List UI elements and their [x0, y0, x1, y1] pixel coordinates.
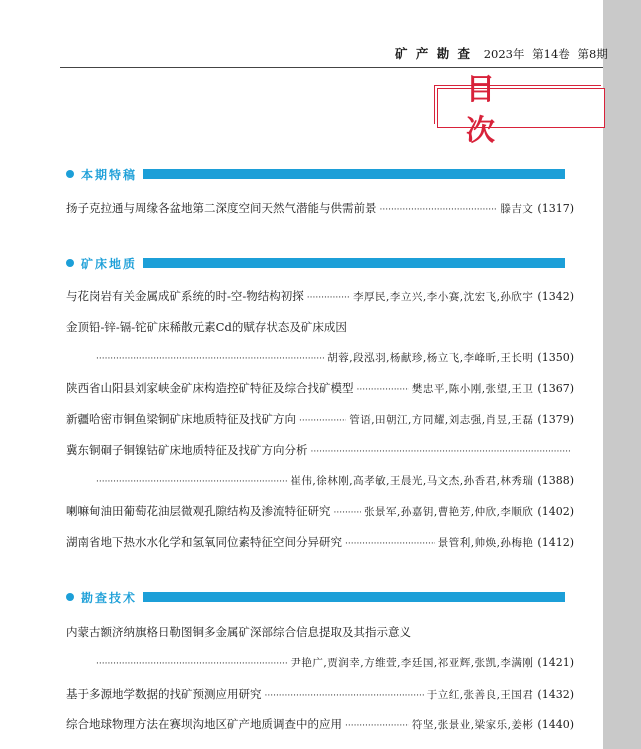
toc-entry[interactable] [66, 503, 574, 519]
leader-dots [307, 289, 350, 303]
leader-dots [96, 656, 287, 669]
journal-name: 矿 产 勘 查 [395, 46, 473, 61]
article-title: 喇嘛甸油田葡萄花油层微观孔隙结构及渗流特征研究 [66, 504, 331, 518]
article-authors: 樊忠平,陈小刚,张望,王卫 [411, 383, 534, 395]
toc-entry[interactable] [66, 319, 574, 335]
article-page: (1421) [537, 656, 574, 669]
article-title: 与花岗岩有关金属成矿系统的时-空-物结构初探 [66, 289, 304, 303]
article-title: 内蒙古额济纳旗格日勒图铜多金属矿深部综合信息提取及其指示意义 [66, 625, 411, 639]
article-page: (1350) [537, 351, 574, 364]
article-page: (1412) [537, 536, 574, 549]
toc-title-box [437, 72, 605, 147]
leader-dots [345, 717, 409, 731]
leader-dots [299, 412, 346, 426]
section-label: 矿床地质 [81, 256, 138, 271]
section-bullet-icon [66, 593, 74, 601]
article-page: (1402) [537, 505, 574, 518]
toc-entry[interactable] [66, 380, 574, 396]
journal-year: 2023年 [483, 47, 525, 61]
toc-entry[interactable] [66, 686, 574, 702]
article-title: 扬子克拉通与周缘各盆地第二深度空间天然气潜能与供需前景 [66, 201, 377, 215]
section-bullet-icon [66, 259, 74, 267]
leader-dots [380, 201, 498, 215]
leader-dots [96, 474, 287, 487]
toc-entry[interactable] [66, 288, 574, 304]
toc-entry[interactable] [66, 624, 574, 640]
article-page: (1388) [537, 474, 574, 487]
section-header-technique [66, 590, 565, 604]
article-authors: 崔伟,徐林刚,高孝敏,王晨光,马文杰,孙香君,林秀瑞 [290, 475, 534, 487]
article-authors: 符坚,张景业,梁家乐,姜彬 [411, 719, 534, 731]
journal-header [395, 44, 612, 62]
article-authors: 滕吉文 [500, 203, 534, 215]
leader-dots [345, 535, 435, 549]
article-title: 湖南省地下热水水化学和氢氧同位素特征空间分异研究 [66, 535, 342, 549]
section-label: 勘查技术 [81, 590, 138, 605]
section-header-deposit [66, 256, 565, 270]
section-bar [143, 169, 565, 179]
article-page: (1440) [537, 718, 574, 731]
journal-volume: 第14卷 [532, 47, 570, 61]
section-bar [143, 592, 565, 602]
article-page: (1342) [537, 290, 574, 303]
toc-entry-continuation [96, 473, 574, 488]
article-title: 新疆哈密市铜鱼梁铜矿床地质特征及找矿方向 [66, 412, 296, 426]
article-page: (1317) [537, 202, 574, 215]
article-authors: 胡蓉,段泓羽,杨献珍,杨立飞,李峰昕,王长明 [327, 352, 534, 364]
toc-entry[interactable] [66, 534, 574, 550]
leader-dots [311, 443, 572, 457]
article-page: (1432) [537, 688, 574, 701]
article-title: 综合地球物理方法在赛坝沟地区矿产地质调查中的应用 [66, 717, 342, 731]
leader-dots [265, 687, 424, 701]
toc-entry[interactable] [66, 200, 574, 216]
toc-title: 目 次 [466, 72, 528, 147]
leader-dots [357, 381, 409, 395]
toc-entry-continuation [96, 655, 574, 670]
article-title: 基于多源地学数据的找矿预测应用研究 [66, 687, 262, 701]
section-bar [143, 258, 565, 268]
article-authors: 张景军,孙嘉钥,曹艳芳,仲欣,李顺欣 [364, 506, 534, 518]
article-page: (1367) [537, 382, 574, 395]
toc-entry-continuation [96, 350, 574, 365]
section-bullet-icon [66, 170, 74, 178]
article-authors: 尹艳广,贾润幸,方维萱,李廷国,祁亚辉,张凯,李满刚 [290, 657, 534, 669]
toc-entry[interactable] [66, 411, 574, 427]
article-page: (1379) [537, 413, 574, 426]
section-header-special [66, 167, 565, 181]
leader-dots [96, 351, 324, 364]
leader-dots [334, 504, 362, 518]
article-authors: 于立红,张善良,王国君 [426, 689, 534, 701]
section-label: 本期特稿 [81, 167, 138, 182]
toc-entry[interactable] [66, 716, 574, 732]
article-authors: 管语,田朝江,方同耀,刘志强,肖昱,王磊 [349, 414, 534, 426]
article-title: 冀东铜硐子铜镍钴矿床地质特征及找矿方向分析 [66, 443, 308, 457]
article-title: 金顶铅-锌-镉-铊矿床稀散元素Cd的赋存状态及矿床成因 [66, 320, 347, 334]
article-authors: 景管利,帅焕,孙梅艳 [437, 537, 534, 549]
side-tab [603, 0, 641, 749]
article-authors: 李厚民,李立兴,李小赛,沈宏飞,孙欣宇 [353, 291, 534, 303]
toc-entry[interactable] [66, 442, 574, 458]
article-title: 陕西省山阳县刘家峡金矿床构造控矿特征及综合找矿模型 [66, 381, 354, 395]
journal-issue: 第8期 [577, 47, 608, 61]
